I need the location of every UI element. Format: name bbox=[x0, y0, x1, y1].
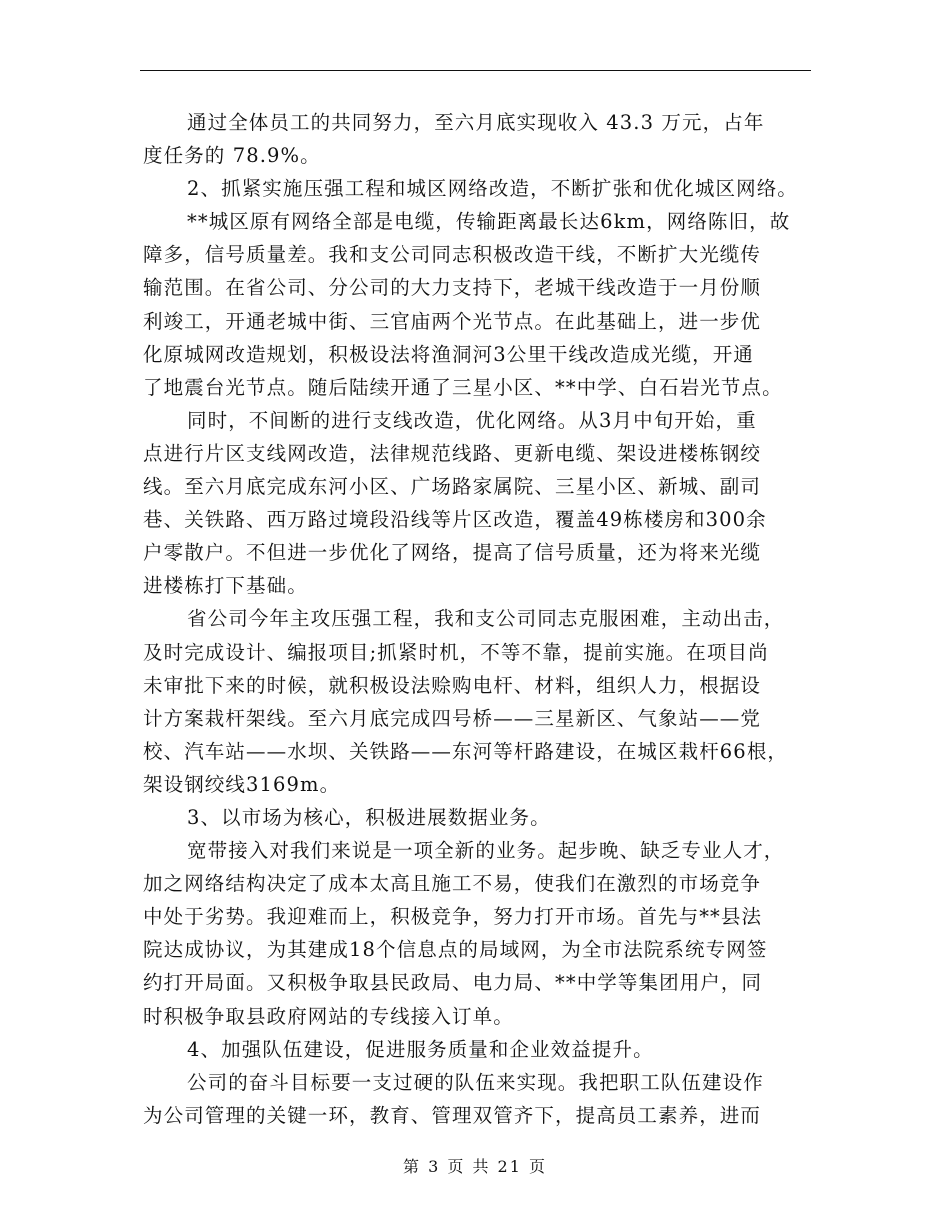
text-line: 2、抓紧实施压强工程和城区网络改造，不断扩张和优化城区网络。 bbox=[187, 177, 798, 201]
text-line: 3、以市场为核心，积极进展数据业务。 bbox=[187, 805, 551, 829]
text-line: 化原城网改造规划，积极设法将渔洞河3公里干线改造成光缆，开通 bbox=[143, 342, 754, 366]
text-line: 输范围。在省公司、分公司的大力支持下，老城干线改造于一月份顺 bbox=[143, 276, 762, 300]
text-line: **城区原有网络全部是电缆，传输距离最长达6km，网络陈旧，故 bbox=[187, 210, 791, 234]
text-line: 4、加强队伍建设，促进服务质量和企业效益提升。 bbox=[187, 1037, 654, 1061]
text-line: 约打开局面。又积极争取县民政局、电力局、**中学等集团用户，同 bbox=[143, 971, 763, 995]
text-line: 户零散户。不但进一步优化了网络，提高了信号质量，还为将来光缆 bbox=[143, 541, 762, 565]
text-line: 宽带接入对我们来说是一项全新的业务。起步晚、缺乏专业人才， bbox=[187, 839, 785, 863]
page-footer: 第 3 页 共 21 页 bbox=[403, 1157, 547, 1176]
text-line: 及时完成设计、编报项目;抓紧时机，不等不靠，提前实施。在项目尚 bbox=[143, 640, 769, 664]
text-line: 巷、关铁路、西万路过境段沿线等片区改造，覆盖49栋楼房和300余 bbox=[143, 508, 767, 532]
text-line: 通过全体员工的共同努力，至六月底实现收入 43.3 万元，占年 bbox=[187, 111, 765, 134]
header-rule bbox=[140, 70, 811, 71]
text-line: 计方案栽杆架线。至六月底完成四号桥——三星新区、气象站——党 bbox=[143, 706, 762, 730]
text-line: 同时，不间断的进行支线改造，优化网络。从3月中旬开始，重 bbox=[187, 408, 757, 432]
text-line: 加之网络结构决定了成本太高且施工不易，使我们在激烈的市场竞争 bbox=[143, 872, 762, 896]
text-line: 公司的奋斗目标要一支过硬的队伍来实现。我把职工队伍建设作 bbox=[187, 1070, 764, 1094]
text-line: 时积极争取县政府网站的专线接入订单。 bbox=[143, 1004, 514, 1028]
document-body bbox=[143, 106, 811, 1132]
text-line: 中处于劣势。我迎难而上，积极竞争，努力打开市场。首先与**县法 bbox=[143, 905, 763, 929]
text-line: 院达成协议，为其建成18个信息点的局域网，为全市法院系统专网签 bbox=[143, 938, 768, 962]
text-line: 点进行片区支线网改造，法律规范线路、更新电缆、架设进楼栋钢绞 bbox=[143, 441, 762, 465]
text-line: 利竣工，开通老城中街、三官庙两个光节点。在此基础上，进一步优 bbox=[143, 309, 762, 333]
text-line: 省公司今年主攻压强工程，我和支公司同志克服困难，主动出击， bbox=[187, 607, 785, 631]
text-line: 了地震台光节点。随后陆续开通了三星小区、**中学、白石岩光节点。 bbox=[143, 375, 783, 399]
text-line: 为公司管理的关键一环，教育、管理双管齐下，提高员工素养，进而 bbox=[143, 1103, 762, 1127]
text-line: 架设钢绞线3169m。 bbox=[143, 772, 341, 796]
text-line: 度任务的 78.9%。 bbox=[143, 144, 321, 168]
text-line: 未审批下来的时候，就积极设法赊购电杆、材料，组织人力，根据设 bbox=[143, 673, 762, 697]
text-line: 线。至六月底完成东河小区、广场路家属院、三星小区、新城、副司 bbox=[143, 475, 762, 499]
text-line: 校、汽车站——水坝、关铁路——东河等杆路建设，在城区栽杆66根， bbox=[143, 739, 789, 763]
text-line: 障多，信号质量差。我和支公司同志积极改造干线，不断扩大光缆传 bbox=[143, 243, 762, 267]
text-line: 进楼栋打下基础。 bbox=[143, 574, 308, 598]
